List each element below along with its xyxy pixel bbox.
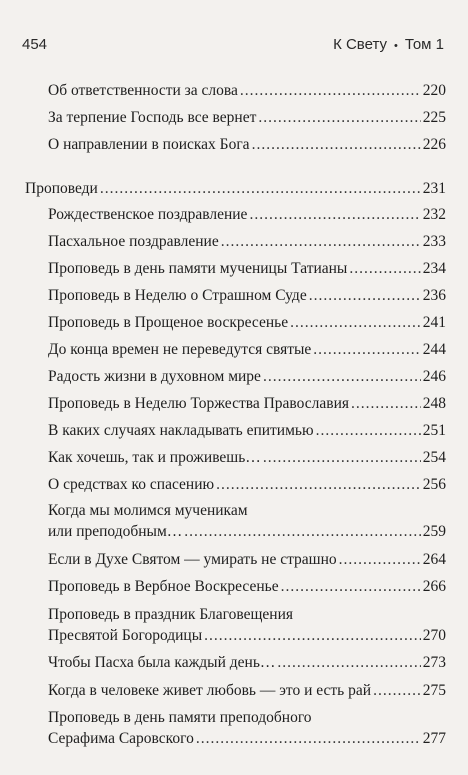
toc-entry-page: 251 (422, 422, 446, 439)
toc-entry-page: 225 (422, 109, 446, 126)
toc-entry-page: 233 (422, 233, 446, 250)
dot-leader (240, 80, 421, 101)
dot-leader (216, 474, 421, 495)
toc-entry-title: Проповедь в день памяти мученицы Татианы (48, 260, 348, 277)
dot-leader (316, 420, 421, 441)
toc-entry-title: За терпение Господь все вернет (48, 109, 257, 126)
toc-entry-title: О средствах ко спасению (48, 476, 215, 493)
dot-leader (373, 680, 421, 701)
toc-entry-title: Проповедь в Прощеное воскресенье (48, 314, 289, 331)
dot-leader (277, 652, 420, 673)
toc-entry (48, 652, 446, 673)
dot-leader (349, 258, 420, 279)
dot-leader (290, 312, 421, 333)
toc-entry-page: 266 (422, 578, 446, 595)
toc-entry-title: Когда в человеке живет любовь — это и есть рай (48, 682, 372, 699)
toc-entry (48, 549, 446, 570)
toc-entry-page: 256 (422, 476, 446, 493)
toc-entry-page: 277 (422, 730, 446, 747)
toc-entry-title: или преподобным… (48, 523, 183, 540)
toc-entry-page: 234 (422, 260, 446, 277)
toc-entry-page: 236 (422, 287, 446, 304)
toc-entry (48, 707, 446, 749)
toc-entry (48, 134, 446, 155)
toc-entry-title: Проповедь в Вербное Воскресенье (48, 578, 279, 595)
dot-leader (263, 366, 421, 387)
toc-entry (48, 366, 446, 387)
toc-entry-page: 232 (422, 206, 446, 223)
toc-entry-page: 220 (422, 82, 446, 99)
toc-entry-title: Пресвятой Богородицы (48, 627, 203, 644)
toc-entry-title-line1: Когда мы молимся мученикам (48, 502, 248, 519)
toc-entry-title: Пасхальное поздравление (48, 233, 219, 250)
toc-entry-title: До конца времен не переведутся святые (48, 341, 312, 358)
toc-section-entry (25, 178, 446, 199)
toc-entry (48, 285, 446, 306)
toc-entry-title-line1: Проповедь в праздник Благовещения (48, 606, 293, 623)
toc-entry-page: 275 (422, 682, 446, 699)
toc-entry (48, 680, 446, 701)
toc-section-page: 231 (422, 180, 446, 197)
volume-label: Том 1 (404, 36, 444, 53)
dot-leader (204, 625, 421, 646)
toc-entry-title: Если в Духе Святом — умирать не страшно (48, 551, 337, 568)
toc-entry-title: Серафима Саровского (48, 730, 194, 747)
dot-leader (249, 204, 420, 225)
toc-entry-page: 248 (422, 395, 446, 412)
dot-leader (196, 728, 421, 749)
toc-entry (48, 339, 446, 360)
toc-entry-title: Радость жизни в духовном мире (48, 368, 261, 385)
toc-entry (48, 204, 446, 225)
dot-leader (252, 134, 421, 155)
toc-entry (48, 474, 446, 495)
dot-leader (309, 285, 421, 306)
toc-entry-page: 226 (422, 136, 446, 153)
toc-entry (48, 107, 446, 128)
book-title: К Свету (333, 36, 387, 53)
toc-entry (48, 80, 446, 101)
dot-leader (184, 521, 420, 542)
dot-leader (313, 339, 420, 360)
separator-dot: • (393, 40, 398, 52)
toc-entry-title: Об ответственности за слова (48, 82, 238, 99)
dot-leader (281, 576, 421, 597)
toc-entry-page: 244 (422, 341, 446, 358)
toc-entry (48, 258, 446, 279)
toc-entry-title-line1: Проповедь в день памяти преподобного (48, 709, 312, 726)
toc-entry (48, 447, 446, 468)
toc-entry (48, 393, 446, 414)
toc-entry-title: Чтобы Пасха была каждый день… (48, 654, 276, 671)
toc-entry-title: Рождественское поздравление (48, 206, 248, 223)
toc-entry (48, 231, 446, 252)
dot-leader (339, 549, 421, 570)
toc-entry-page: 259 (422, 523, 446, 540)
dot-leader (221, 231, 421, 252)
dot-leader (258, 107, 420, 128)
toc-entry-page: 270 (422, 627, 446, 644)
dot-leader (351, 393, 421, 414)
toc-entry (48, 576, 446, 597)
toc-section-title: Проповеди (25, 180, 98, 197)
toc-entry-title: В каких случаях накладывать епитимью (48, 422, 314, 439)
toc-entry-page: 264 (422, 551, 446, 568)
toc-entry-title: Как хочешь, так и проживешь… (48, 449, 261, 466)
toc-entry-page: 241 (422, 314, 446, 331)
dot-leader (100, 178, 421, 199)
toc-entry (48, 312, 446, 333)
toc-entry-page: 246 (422, 368, 446, 385)
toc-entry (48, 500, 446, 542)
toc-entry-title: Проповедь в Неделю Торжества Православия (48, 395, 349, 412)
dot-leader (263, 447, 421, 468)
page-number: 454 (22, 36, 48, 53)
toc-entry-page: 254 (422, 449, 446, 466)
toc-entry-title: О направлении в поисках Бога (48, 136, 250, 153)
toc-entry-title: Проповедь в Неделю о Страшном Суде (48, 287, 307, 304)
toc-entry (48, 604, 446, 646)
toc-entry (48, 420, 446, 441)
toc-entry-page: 273 (422, 654, 446, 671)
